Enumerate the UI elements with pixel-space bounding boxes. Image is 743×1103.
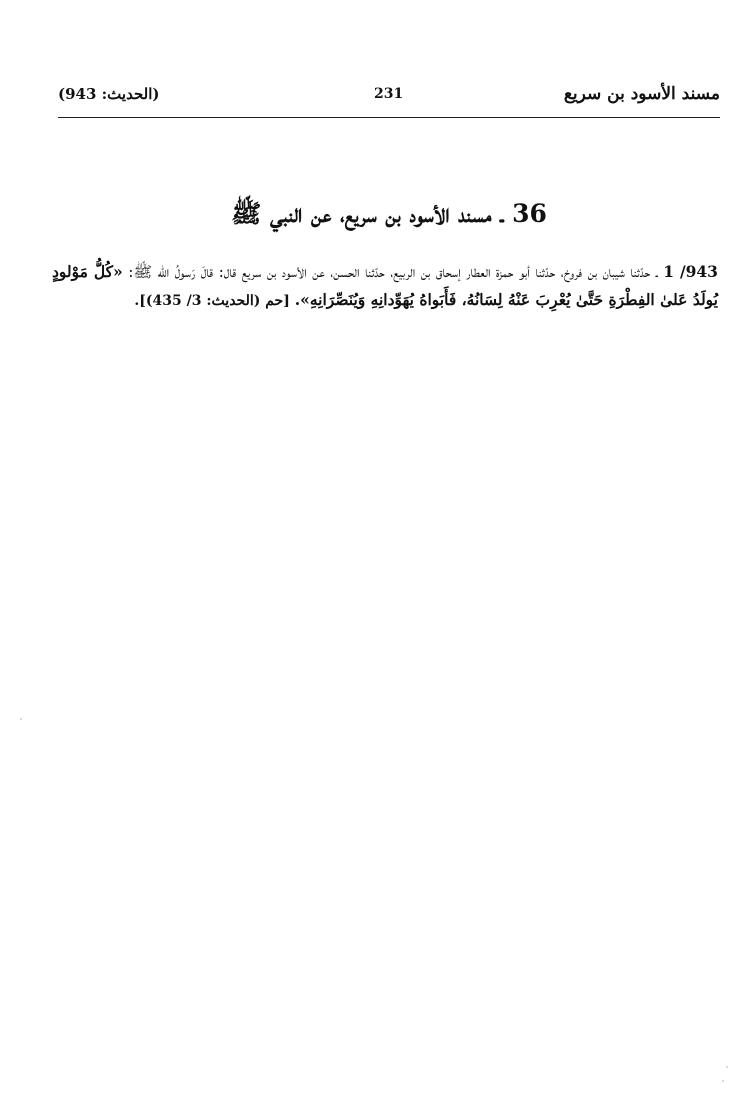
hadith-paragraph (52, 258, 718, 315)
hadith-number: 943/ 1 (663, 262, 718, 281)
page-number: 231 (374, 86, 404, 102)
scan-speck (726, 1066, 728, 1068)
hadith-matn: «كُلُّ مَوْلودٍ يُولَدُ عَلىٰ الفِطْرَةِ حَتَّىٰ يُعْرِبَ عَنْهُ لِسَانُهُ، فَأَبَواهُ يُهَوِّدانِهِ وَيُنَصِّرَانِهِ». (52, 262, 718, 309)
header-book-section: مسند الأسود بن سريع (563, 84, 720, 104)
header-hadith-ref: (الحديث: 943) (58, 85, 160, 103)
header-divider (58, 117, 720, 118)
running-header (58, 84, 720, 114)
scan-speck (722, 1080, 724, 1082)
hadith-reference: [حم (الحديث: 3/ 435)]. (134, 293, 290, 309)
scan-speck (20, 718, 22, 720)
section-title: 36 ـ مسند الأسود بن سريع، عن النبي ﷺ (231, 199, 547, 228)
hadith-isnad: ـ حدّثنا شيبان بن فروخ، حدّثنا أبو حمزة العطار إسحاق بن الربيع، حدّثنا الحسن، عن الأسود بن سريع قال: قالَ رَسولُ الله ﷺ: (128, 263, 658, 281)
